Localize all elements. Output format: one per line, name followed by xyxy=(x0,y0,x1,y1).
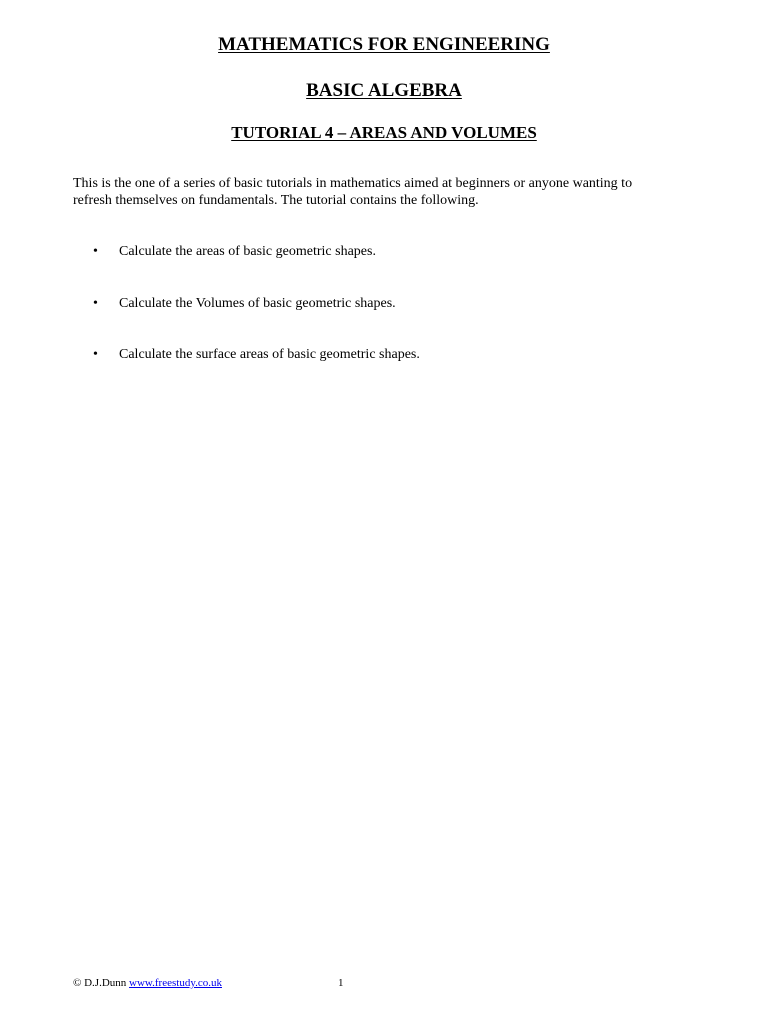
page-number: 1 xyxy=(338,977,344,989)
bullet-icon: • xyxy=(93,296,98,311)
list-item xyxy=(93,243,693,260)
list-item-text: Calculate the surface areas of basic geometric shapes. xyxy=(119,347,420,362)
intro-line: This is the one of a series of basic tutorials in mathematics aimed at beginners or anyone wanting to xyxy=(73,176,633,191)
list-item-text: Calculate the areas of basic geometric shapes. xyxy=(119,244,376,259)
website-link[interactable]: www.freestudy.co.uk xyxy=(129,977,222,989)
intro-paragraph xyxy=(73,175,713,209)
tutorial-heading: TUTORIAL 4 – AREAS AND VOLUMES xyxy=(231,123,537,142)
copyright-text: © D.J.Dunn xyxy=(73,977,127,989)
bullet-icon: • xyxy=(93,347,98,362)
document-title: MATHEMATICS FOR ENGINEERING xyxy=(218,34,550,55)
bullet-icon: • xyxy=(93,244,98,259)
footer xyxy=(73,976,222,990)
list-item xyxy=(93,295,693,312)
document-subtitle: BASIC ALGEBRA xyxy=(306,80,462,101)
list-item xyxy=(93,346,693,363)
intro-line: refresh themselves on fundamentals. The tutorial contains the following. xyxy=(73,193,479,208)
list-item-text: Calculate the Volumes of basic geometric shapes. xyxy=(119,296,396,311)
